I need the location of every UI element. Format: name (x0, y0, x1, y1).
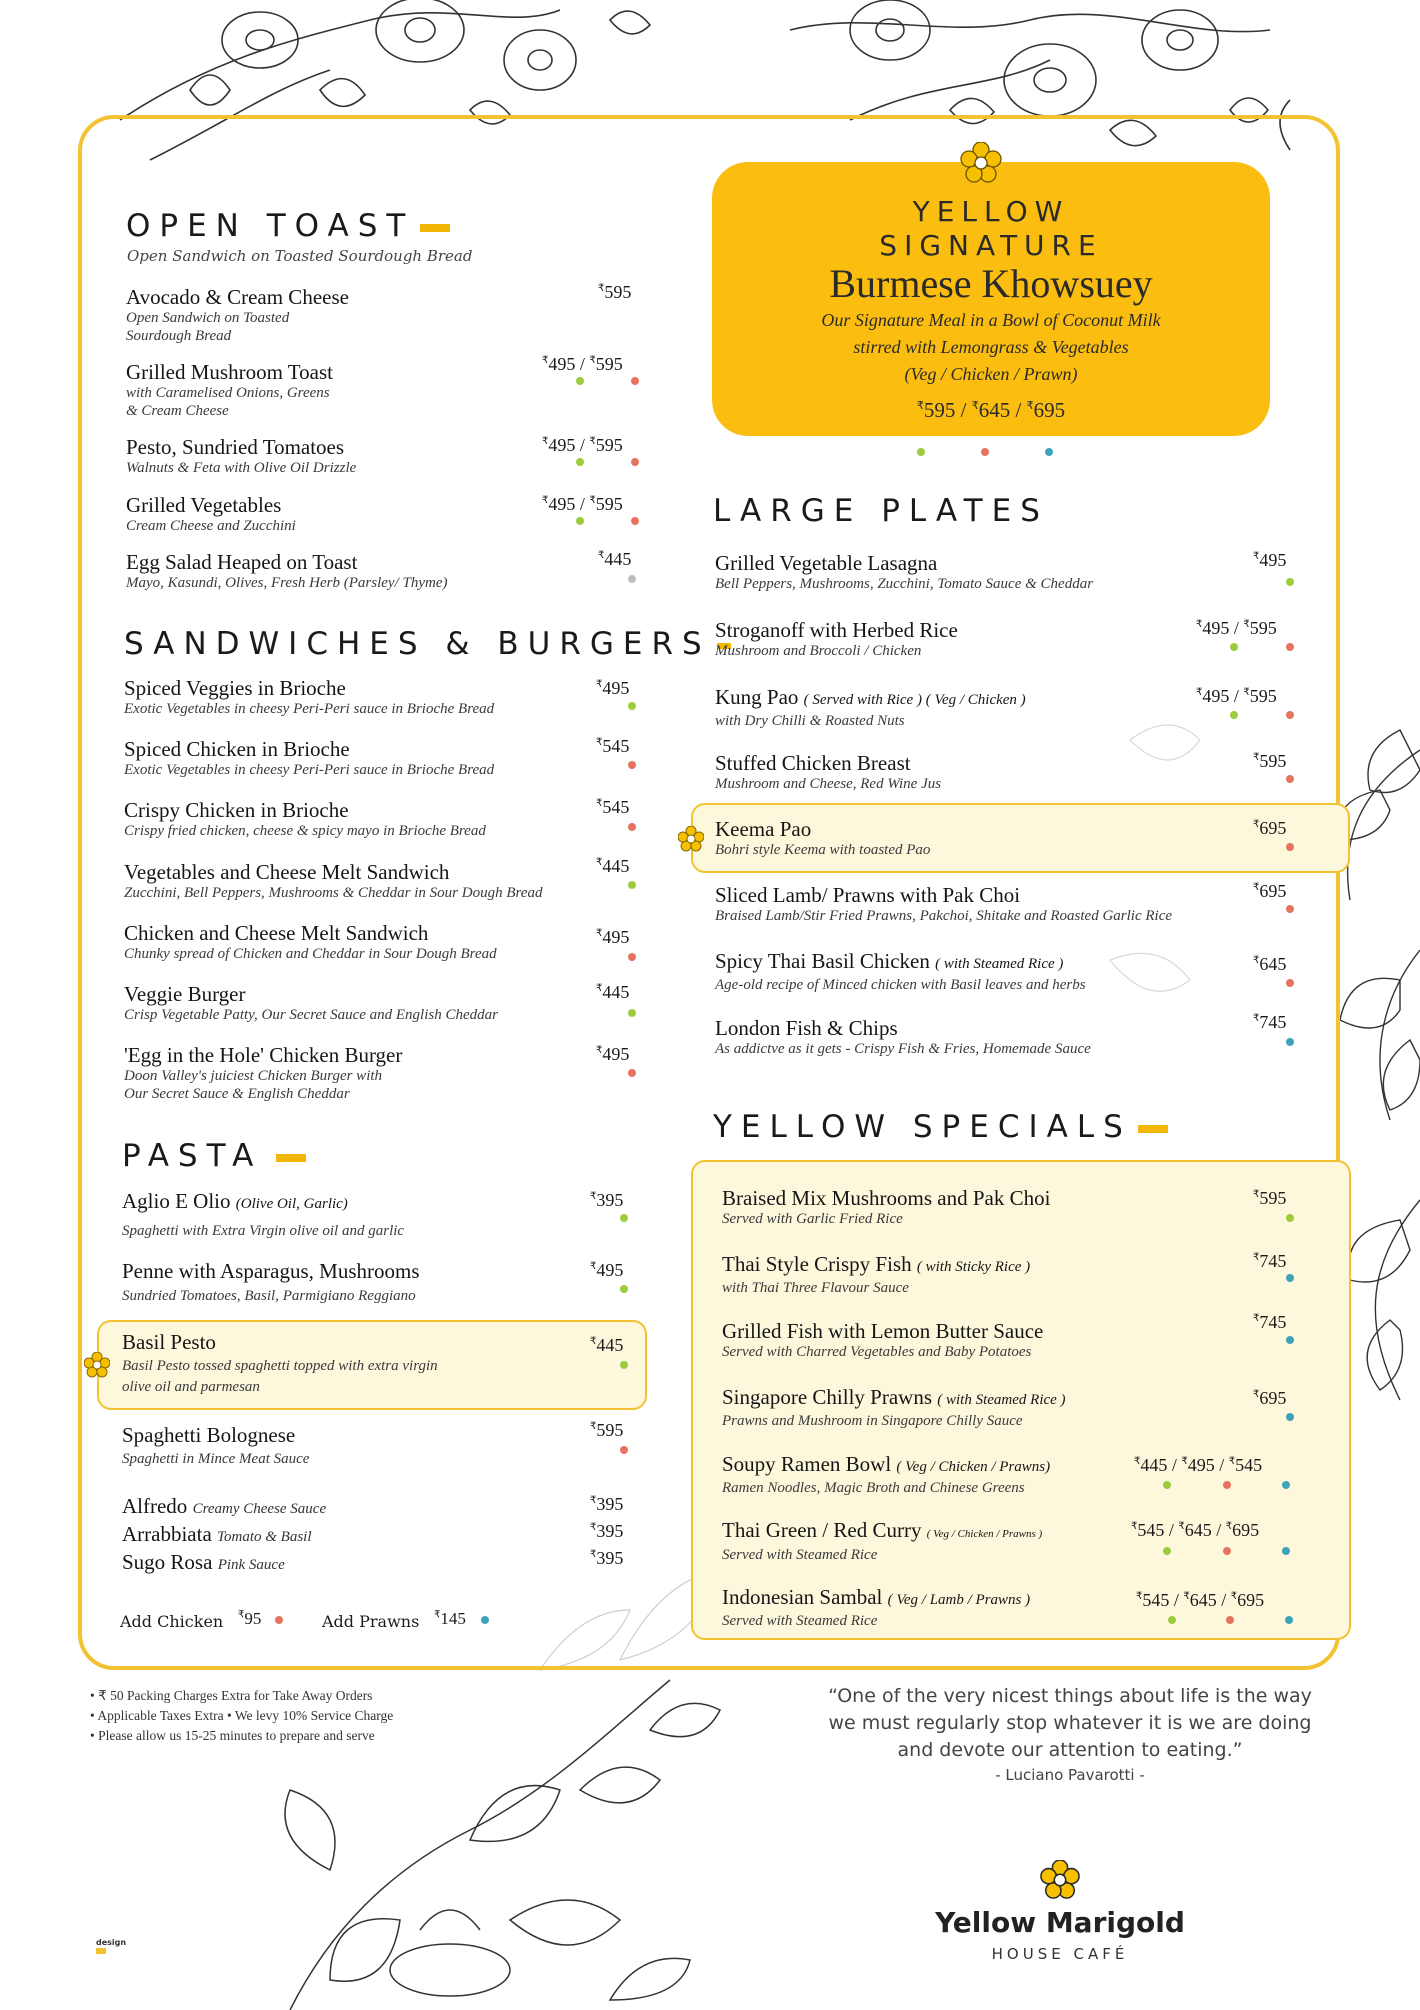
signature-label: YELLOW (912, 195, 1070, 228)
menu-item: 'Egg in the Hole' Chicken Burger Doon Valley's juiciest Chicken Burger with Our Secret Sauce & English Cheddar (124, 1043, 403, 1102)
item-price: ₹545 / ₹645 / ₹695 (1136, 1590, 1265, 1610)
add-chicken-label: Add Chicken (120, 1612, 224, 1631)
menu-item: Vegetables and Cheese Melt Sandwich Zucchini, Bell Peppers, Mushrooms & Cheddar in Sour Dough Bread (124, 860, 543, 901)
menu-item: Sliced Lamb/ Prawns with Pak Choi Braised Lamb/Stir Fried Prawns, Pakchoi, Shitake and Roasted Garlic Rice (715, 883, 1173, 924)
menu-item: Kung Pao ( Served with Rice ) ( Veg / Chicken ) with Dry Chilli & Roasted Nuts (715, 685, 1026, 729)
marigold-icon (1040, 1860, 1080, 1900)
item-price: ₹745 (1253, 1012, 1287, 1032)
menu-item: Crispy Chicken in Brioche Crispy fried chicken, cheese & spicy mayo in Brioche Bread (124, 798, 486, 839)
nonveg-dot (1286, 643, 1294, 651)
seafood-dot (1286, 1274, 1294, 1282)
seafood-dot (1282, 1547, 1290, 1555)
item-price: ₹445 (590, 1335, 624, 1355)
nonveg-dot (628, 823, 636, 831)
veg-dot (628, 881, 636, 889)
menu-item: Stuffed Chicken Breast Mushroom and Cheese, Red Wine Jus (715, 751, 942, 792)
menu-item: Chicken and Cheese Melt Sandwich Chunky spread of Chicken and Cheddar in Sour Dough Bread (124, 921, 497, 962)
item-price: ₹695 (1253, 1388, 1287, 1408)
section-title-open-toast: OPEN TOAST (126, 208, 450, 244)
veg-dot (1163, 1547, 1171, 1555)
add-chicken-price: ₹95 (238, 1609, 262, 1628)
add-prawns-label: Add Prawns (322, 1612, 420, 1631)
marigold-icon (84, 1352, 110, 1378)
veg-dot (1230, 643, 1238, 651)
item-price: ₹445 (596, 982, 630, 1002)
veg-dot (917, 448, 925, 456)
menu-item: Avocado & Cream Cheese Open Sandwich on Toasted Sourdough Bread (126, 285, 349, 344)
seafood-dot (1045, 448, 1053, 456)
brand-logo (900, 1860, 1220, 1963)
quote-author: - Luciano Pavarotti - (995, 1766, 1145, 1784)
footer-note: • Applicable Taxes Extra • We levy 10% Service Charge (90, 1708, 394, 1723)
signature-price: ₹595 / ₹645 / ₹695 (916, 398, 1066, 422)
signature-desc: (Veg / Chicken / Prawn) (904, 364, 1078, 384)
signature-desc: Our Signature Meal in a Bowl of Coconut Milk (821, 310, 1161, 330)
seafood-dot (1286, 1336, 1294, 1344)
footer-note: • ₹ 50 Packing Charges Extra for Take Away Orders (90, 1688, 373, 1703)
quote-line: “One of the very nicest things about life is the way (828, 1685, 1312, 1707)
seafood-dot (1282, 1481, 1290, 1489)
veg-dot (1163, 1481, 1171, 1489)
item-price: ₹395 (590, 1494, 624, 1514)
item-price: ₹645 (1253, 954, 1287, 974)
signature-desc: stirred with Lemongrass & Vegetables (853, 337, 1129, 357)
item-price: ₹545 (596, 797, 630, 817)
item-price: ₹745 (1253, 1312, 1287, 1332)
quote (820, 1683, 1320, 1786)
menu-item: Grilled Mushroom Toast with Caramelised Onions, Greens & Cream Cheese (126, 360, 333, 419)
veg-dot (576, 377, 584, 385)
menu-item: Penne with Asparagus, Mushrooms Sundried Tomatoes, Basil, Parmigiano Reggiano (122, 1259, 420, 1304)
veg-dot (620, 1214, 628, 1222)
veg-dot (1286, 1214, 1294, 1222)
nonveg-dot (981, 448, 989, 456)
item-price: ₹595 (590, 1420, 624, 1440)
menu-item: Veggie Burger Crisp Vegetable Patty, Our Secret Sauce and English Cheddar (124, 982, 498, 1023)
menu-item: Keema Pao Bohri style Keema with toasted Pao (715, 817, 931, 858)
item-price: ₹445 (596, 856, 630, 876)
seafood-dot (1286, 1413, 1294, 1421)
nonveg-dot (1286, 711, 1294, 719)
seafood-dot (1285, 1616, 1293, 1624)
nonveg-dot (1286, 775, 1294, 783)
item-price: ₹495 / ₹595 (1196, 686, 1277, 706)
menu-item: Singapore Chilly Prawns ( with Steamed Rice ) Prawns and Mushroom in Singapore Chilly Sauce (722, 1385, 1066, 1429)
veg-dot (1230, 711, 1238, 719)
menu-item: Spiced Veggies in Brioche Exotic Vegetables in cheesy Peri-Peri sauce in Brioche Bread (124, 676, 495, 717)
menu-item: Grilled Vegetables Cream Cheese and Zucchini (126, 493, 296, 534)
marigold-icon (678, 826, 704, 852)
section-subtitle: Open Sandwich on Toasted Sourdough Bread (127, 247, 473, 265)
item-price: ₹595 (1253, 1188, 1287, 1208)
section-title-yellow-specials: YELLOW SPECIALS (713, 1109, 1168, 1145)
nonveg-dot (631, 517, 639, 525)
menu-item: Aglio E Olio (Olive Oil, Garlic) Spaghetti with Extra Virgin olive oil and garlic (122, 1189, 405, 1239)
item-price: ₹545 / ₹645 / ₹695 (1131, 1520, 1260, 1540)
veg-dot (576, 458, 584, 466)
brand-tagline: HOUSE CAFÉ (991, 1945, 1129, 1963)
item-price: ₹545 (596, 736, 630, 756)
veg-dot (628, 1009, 636, 1017)
nonveg-dot (631, 377, 639, 385)
signature-card (712, 162, 1270, 436)
nonveg-dot (1286, 843, 1294, 851)
accent-bar (1138, 1125, 1168, 1133)
menu-item: Spaghetti Bolognese Spaghetti in Mince Meat Sauce (122, 1423, 310, 1467)
nonveg-dot (1286, 979, 1294, 987)
signature-dish-name: Burmese Khowsuey (829, 261, 1153, 306)
menu-item: London Fish & Chips As addictve as it gets - Crispy Fish & Fries, Homemade Sauce (715, 1016, 1091, 1057)
item-price: ₹695 (1253, 881, 1287, 901)
item-price: ₹395 (590, 1521, 624, 1541)
quote-line: we must regularly stop whatever it is we are doing (828, 1712, 1312, 1734)
item-price: ₹495 (596, 927, 630, 947)
item-price: ₹495 (596, 678, 630, 698)
item-price: ₹445 (598, 549, 632, 569)
menu-item: Thai Green / Red Curry ( Veg / Chicken / Prawns ) Served with Steamed Rice (722, 1518, 1043, 1563)
veg-dot (576, 517, 584, 525)
brand-name: Yellow Marigold (935, 1906, 1185, 1939)
section-title-pasta: PASTA (122, 1138, 306, 1174)
nonveg-dot (620, 1446, 628, 1454)
menu-item: Braised Mix Mushrooms and Pak Choi Served with Garlic Fried Rice (722, 1186, 1051, 1227)
section-title-sandwiches: SANDWICHES & BURGERS (124, 626, 731, 662)
item-price: ₹745 (1253, 1251, 1287, 1271)
item-price: ₹495 (590, 1260, 624, 1280)
nonveg-dot (628, 953, 636, 961)
veg-dot (1168, 1616, 1176, 1624)
seafood-dot (481, 1616, 489, 1624)
designer-mark: design (96, 1938, 130, 1960)
accent-bar (276, 1154, 306, 1162)
item-price: ₹695 (1253, 818, 1287, 838)
menu-item: Pesto, Sundried Tomatoes Walnuts & Feta with Olive Oil Drizzle (126, 435, 357, 476)
nonveg-dot (1226, 1616, 1234, 1624)
item-price: ₹395 (590, 1548, 624, 1568)
menu-item: Egg Salad Heaped on Toast Mayo, Kasundi, Olives, Fresh Herb (Parsley/ Thyme) (126, 550, 448, 591)
item-price: ₹595 (598, 282, 632, 302)
item-price: ₹395 (590, 1190, 624, 1210)
veg-dot (620, 1361, 628, 1369)
marigold-icon (960, 142, 1002, 184)
menu-item: Indonesian Sambal ( Veg / Lamb / Prawns ) Served with Steamed Rice (722, 1585, 1031, 1629)
seafood-dot (1286, 1038, 1294, 1046)
egg-dot (628, 575, 636, 583)
add-prawns-price: ₹145 (434, 1609, 466, 1628)
menu-item: Grilled Vegetable Lasagna Bell Peppers, Mushrooms, Zucchini, Tomato Sauce & Cheddar (715, 551, 1094, 592)
nonveg-dot (1286, 905, 1294, 913)
quote-line: and devote our attention to eating.” (897, 1739, 1243, 1761)
item-price: ₹495 / ₹595 (542, 494, 623, 514)
nonveg-dot (275, 1616, 283, 1624)
menu-item: Arrabbiata Tomato & Basil (122, 1522, 312, 1546)
item-price: ₹495 / ₹595 (542, 435, 623, 455)
menu-item: Sugo Rosa Pink Sauce (122, 1550, 285, 1574)
item-price: ₹445 / ₹495 / ₹545 (1134, 1455, 1263, 1475)
item-price: ₹595 (1253, 751, 1287, 771)
menu-item: Alfredo Creamy Cheese Sauce (122, 1494, 327, 1518)
menu-item: Spiced Chicken in Brioche Exotic Vegetables in cheesy Peri-Peri sauce in Brioche Bread (124, 737, 495, 778)
nonveg-dot (628, 1069, 636, 1077)
menu-item: Spicy Thai Basil Chicken ( with Steamed Rice ) Age-old recipe of Minced chicken with Basil leaves and herbs (715, 949, 1086, 993)
veg-dot (620, 1285, 628, 1293)
item-price: ₹495 (1253, 550, 1287, 570)
section-title-large-plates: LARGE PLATES (713, 493, 1049, 529)
menu-item: Soupy Ramen Bowl ( Veg / Chicken / Prawns) Ramen Noodles, Magic Broth and Chinese Greens (722, 1452, 1051, 1496)
menu-item: Stroganoff with Herbed Rice Mushroom and Broccoli / Chicken (715, 618, 958, 659)
menu-item: Basil Pesto Basil Pesto tossed spaghetti topped with extra virgin olive oil and parmesan (122, 1330, 438, 1395)
item-price: ₹495 / ₹595 (1196, 618, 1277, 638)
signature-label: SIGNATURE (879, 229, 1103, 262)
menu-item: Thai Style Crispy Fish ( with Sticky Rice ) with Thai Three Flavour Sauce (722, 1252, 1031, 1296)
veg-dot (628, 702, 636, 710)
veg-dot (1286, 578, 1294, 586)
nonveg-dot (1223, 1481, 1231, 1489)
footer-note: • Please allow us 15-25 minutes to prepare and serve (90, 1728, 375, 1743)
item-price: ₹495 (596, 1044, 630, 1064)
nonveg-dot (631, 458, 639, 466)
accent-bar (420, 224, 450, 232)
item-price: ₹495 / ₹595 (542, 354, 623, 374)
nonveg-dot (1223, 1547, 1231, 1555)
menu-item: Grilled Fish with Lemon Butter Sauce Served with Charred Vegetables and Baby Potatoes (722, 1319, 1044, 1360)
nonveg-dot (628, 761, 636, 769)
